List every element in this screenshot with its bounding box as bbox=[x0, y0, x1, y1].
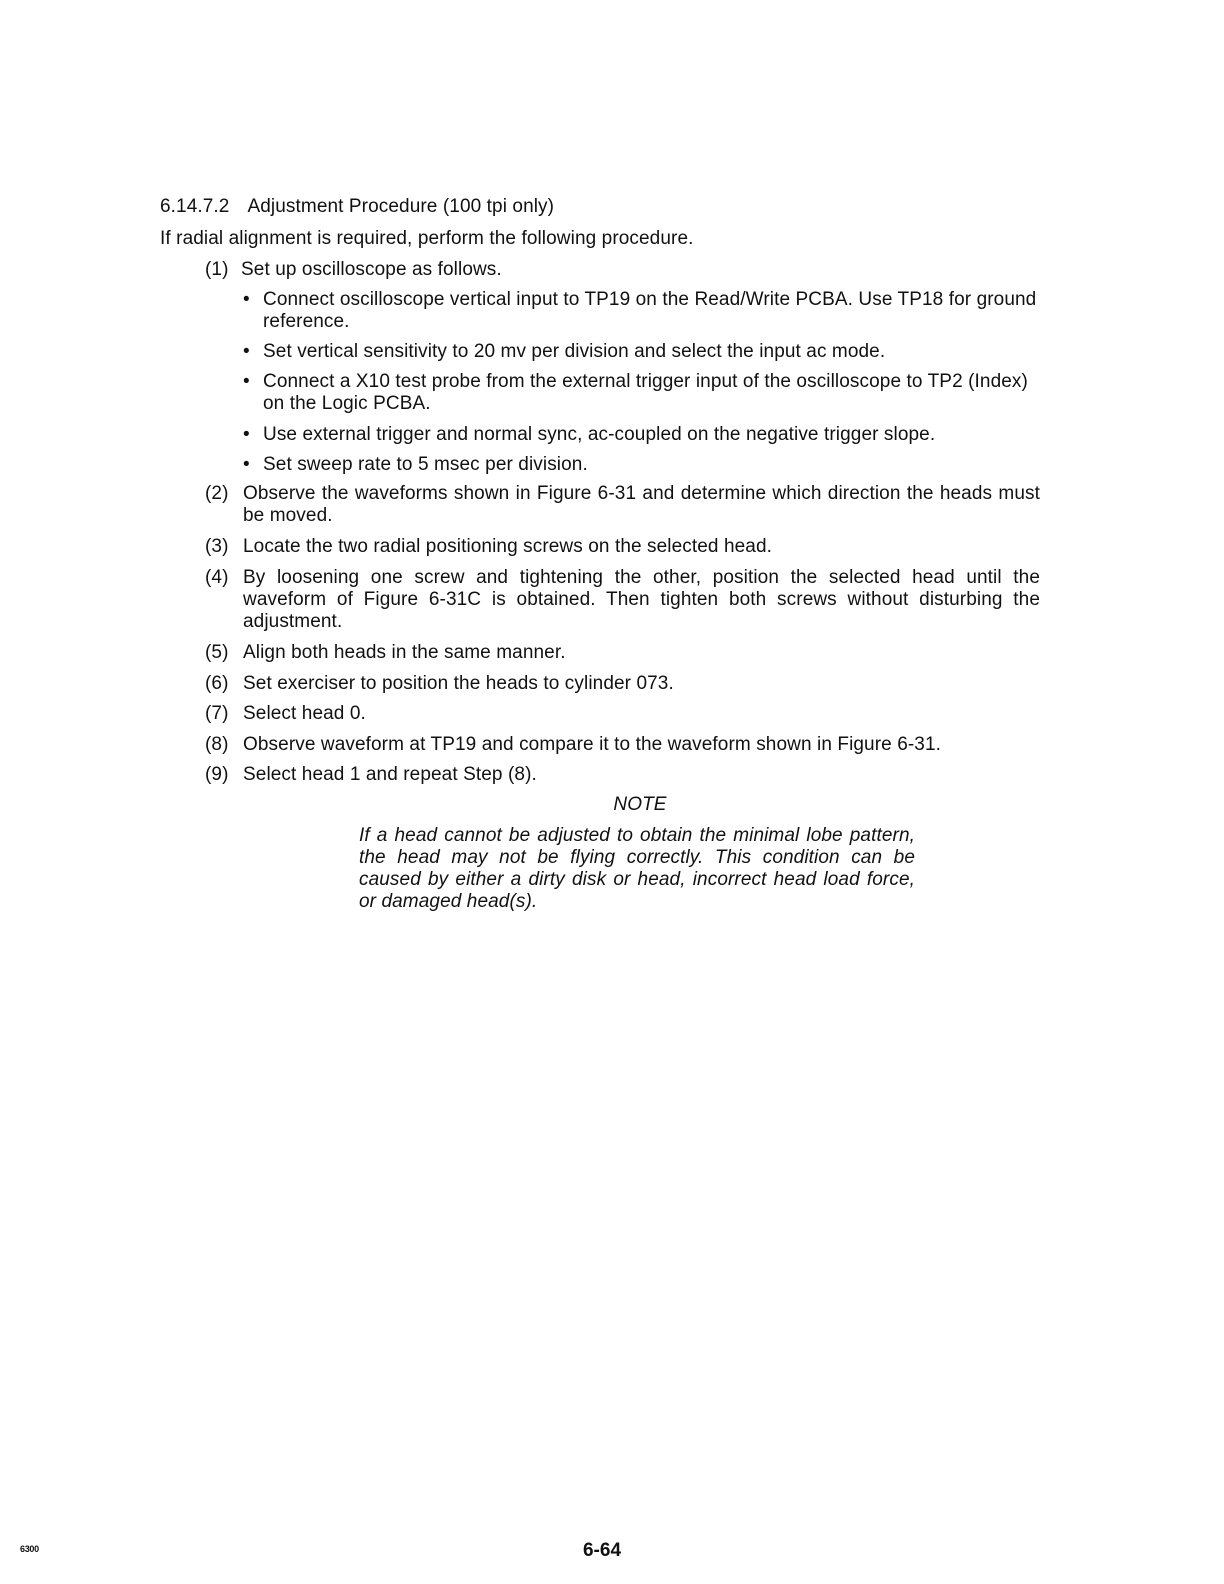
page-number: 6-64 bbox=[582, 1540, 622, 1561]
step-number: (6) bbox=[205, 673, 229, 694]
step-text: Locate the two radial positioning screws on the selected head. bbox=[243, 536, 773, 557]
step-text: Observe the waveforms shown in Figure 6-31 and determine which direction the heads must be moved. bbox=[243, 483, 1040, 526]
step-text: Set exerciser to position the heads to cylinder 073. bbox=[243, 673, 674, 694]
bullet-text: Use external trigger and normal sync, ac-coupled on the negative trigger slope. bbox=[263, 424, 936, 445]
step-text: Set up oscilloscope as follows. bbox=[241, 259, 502, 280]
bullet-icon: • bbox=[243, 341, 250, 362]
bullet-icon: • bbox=[243, 424, 250, 445]
procedure-step-8 bbox=[205, 734, 1040, 756]
step-number: (8) bbox=[205, 734, 229, 755]
procedure-step-7 bbox=[205, 703, 1040, 725]
procedure-step-6 bbox=[205, 673, 1040, 695]
step-number: (1) bbox=[205, 259, 229, 280]
procedure-step-1 bbox=[205, 259, 1040, 281]
section-title: Adjustment Procedure (100 tpi only) bbox=[247, 196, 555, 217]
step-number: (2) bbox=[205, 483, 229, 504]
bullet-text: Set sweep rate to 5 msec per division. bbox=[263, 454, 588, 475]
bullet-icon: • bbox=[243, 289, 250, 310]
step-number: (9) bbox=[205, 764, 229, 785]
note-text: If a head cannot be adjusted to obtain the minimal lobe pattern, the head may not be flying correctly. This condition can be caused by either a dirty disk or head, incorrect head load force, or damaged head(s). bbox=[359, 825, 915, 912]
procedure-step-9 bbox=[205, 764, 1040, 786]
procedure-step-3 bbox=[205, 536, 1040, 558]
step-number: (5) bbox=[205, 642, 229, 663]
note-title: NOTE bbox=[613, 794, 667, 815]
procedure-step-2 bbox=[205, 483, 1040, 527]
procedure-step-5 bbox=[205, 642, 1040, 664]
setup-bullet bbox=[243, 289, 1038, 333]
step-text: Select head 1 and repeat Step (8). bbox=[243, 764, 537, 785]
section-heading bbox=[160, 196, 1060, 218]
bullet-text: Set vertical sensitivity to 20 mv per division and select the input ac mode. bbox=[263, 341, 886, 362]
intro-paragraph: If radial alignment is required, perform the following procedure. bbox=[160, 228, 694, 249]
setup-bullet bbox=[243, 424, 1038, 446]
step-text: By loosening one screw and tightening the other, position the selected head until the waveform of Figure 6-31C is obtained. Then tighten both screws without disturbing the adjustment. bbox=[243, 567, 1040, 632]
setup-bullet bbox=[243, 454, 1038, 476]
step-text: Align both heads in the same manner. bbox=[243, 642, 566, 663]
step-text: Select head 0. bbox=[243, 703, 366, 724]
procedure-step-4 bbox=[205, 567, 1040, 633]
step-number: (4) bbox=[205, 567, 229, 588]
document-code: 6300 bbox=[20, 1544, 39, 1554]
bullet-text: Connect a X10 test probe from the external trigger input of the oscilloscope to TP2 (Index) on the Logic PCBA. bbox=[263, 371, 1028, 414]
bullet-icon: • bbox=[243, 454, 250, 475]
setup-bullet bbox=[243, 371, 1038, 415]
step-number: (7) bbox=[205, 703, 229, 724]
bullet-icon: • bbox=[243, 371, 250, 392]
setup-bullet bbox=[243, 341, 1038, 363]
step-text: Observe waveform at TP19 and compare it to the waveform shown in Figure 6-31. bbox=[243, 734, 942, 755]
section-number: 6.14.7.2 bbox=[160, 196, 230, 217]
step-number: (3) bbox=[205, 536, 229, 557]
bullet-text: Connect oscilloscope vertical input to TP19 on the Read/Write PCBA. Use TP18 for ground reference. bbox=[263, 289, 1037, 332]
